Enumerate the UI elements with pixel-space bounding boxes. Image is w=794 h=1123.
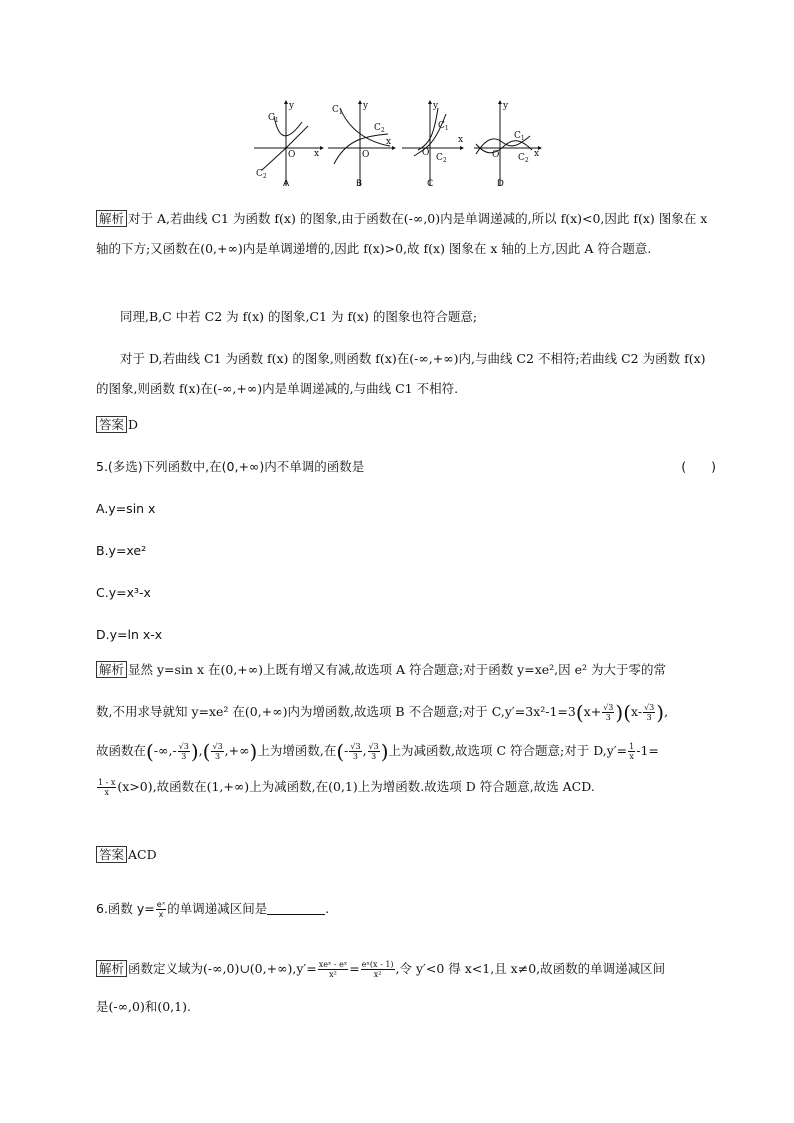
figure-b: [326, 98, 398, 190]
svg-text:O: O: [362, 150, 370, 160]
q5-option-b: B.y=xe²: [96, 543, 147, 558]
answer-paren: ( ): [681, 459, 716, 474]
c1-label: $C_1$: [332, 105, 343, 116]
figure-label-c: C: [427, 179, 434, 189]
origin-label: O: [288, 150, 296, 160]
c2-label: $C_2$: [256, 169, 267, 180]
q4-answer: 答案 D: [96, 410, 716, 440]
c2-label: $C_2$: [436, 153, 447, 164]
svg-text:y: y: [363, 101, 369, 111]
svg-text:x: x: [534, 149, 540, 159]
analysis-tag: 解析: [96, 210, 127, 227]
figure-label-d: D: [497, 179, 504, 189]
q6-stem: 6.函数 y= $\frac{\text{eˣ}}{x}$ 的单调递减区间是 .: [96, 900, 330, 919]
figure-label-a: A: [283, 179, 290, 189]
c1-label: $C_1$: [514, 131, 525, 142]
q6-line-2: 是(-∞,0)和(0,1).: [96, 999, 191, 1014]
x-axis-label: x: [314, 149, 320, 159]
answer-tag: 答案: [96, 846, 127, 863]
y-axis-label: y: [289, 101, 295, 111]
answer-tag: 答案: [96, 416, 127, 433]
c2-label: $C_2$: [518, 153, 529, 164]
q6-line-1: 解析 函数定义域为(-∞,0)∪(0,+∞),y′= $\frac{\text{xeˣ - eˣ}}{\text{x²}}$ = $\frac{\text{eˣ(x - 1)}}{\text{x²}}$ ,令 y′<0 得 x<1,且 x≠0,故函数的单调递减区间: [96, 954, 716, 984]
analysis-tag: 解析: [96, 661, 127, 678]
c1-label: $C_1$: [268, 113, 279, 124]
q4-analysis-p1: 解析 对于 A,若曲线 C1 为函数 f(x) 的图象,由于函数在(-∞,0)内是单调递减的,所以 f(x)<0,因此 f(x) 图象在 x 轴的下方;又函数在(0,+∞)内是单调递增的,因此 f(x)>0,故 f(x) 图象在 x 轴的上方,因此 A 符合题意.: [96, 211, 708, 256]
q4-analysis-p3: 对于 D,若曲线 C1 为函数 f(x) 的图象,则函数 f(x)在(-∞,+∞)内,与曲线 C2 不相符;若曲线 C2 为函数 f(x) 的图象,则函数 f(x)在(-∞,+∞)内是单调递减的,与曲线 C1 不相符.: [96, 351, 706, 396]
svg-text:x: x: [458, 135, 464, 145]
figure-label-b: B: [356, 179, 363, 189]
svg-text:O: O: [422, 148, 430, 158]
c1-label: $C_1$: [438, 121, 449, 132]
q5-option-a: A.y=sin x: [96, 501, 156, 516]
svg-text:y: y: [503, 101, 509, 111]
figure-d: [472, 98, 544, 190]
q5-line-3: 故函数在(-∞,- $\frac{√3}{3}$ ),( $\frac{√3}{3}$ ,+∞)上为增函数,在(- $\frac{√3}{3}$ , $\frac{√3}{3}$ )上为减函数,故选项 C 符合题意;对于 D,y′= $\frac{1}{x}$ -1=: [96, 739, 659, 763]
svg-text:O: O: [492, 150, 500, 160]
figure-c: [400, 98, 472, 190]
q5-line-1: 解析 显然 y=sin x 在(0,+∞)上既有增又有减,故选项 A 符合题意;对于函数 y=xe²,因 e² 为大于零的常: [96, 656, 716, 684]
q5-option-d: D.y=ln x-x: [96, 627, 163, 642]
graph-figures: [250, 98, 550, 190]
analysis-tag: 解析: [96, 960, 127, 977]
figure-a: [250, 98, 322, 190]
q4-analysis-p2: 同理,B,C 中若 C2 为 f(x) 的图象,C1 为 f(x) 的图象也符合题意;: [120, 309, 478, 324]
c2-label: $C_2$: [374, 123, 385, 134]
svg-text:y: y: [433, 101, 439, 111]
q5-option-c: C.y=x³-x: [96, 585, 151, 600]
q5-line-2: 数,不用求导就知 y=xe² 在(0,+∞)内为增函数,故选项 B 不合题意;对于 C,y′=3x²-1=3(x+ $\frac{√3}{3}$ )(x- $\frac{√3}{3}$ ),: [96, 700, 669, 725]
q5-stem: 5.(多选)下列函数中,在(0,+∞)内不单调的函数是 ( ): [96, 452, 716, 482]
q5-line-4: $\frac{1 - x}{x}$ (x>0),故函数在(1,+∞)上为减函数,在(0,1)上为增函数.故选项 D 符合题意,故选 ACD.: [98, 778, 595, 797]
q5-answer: 答案 ACD: [96, 840, 716, 870]
q5-analysis: [96, 656, 716, 801]
answer-blank: [267, 902, 325, 915]
q6-analysis: [96, 954, 716, 1022]
svg-text:x: x: [386, 137, 392, 147]
